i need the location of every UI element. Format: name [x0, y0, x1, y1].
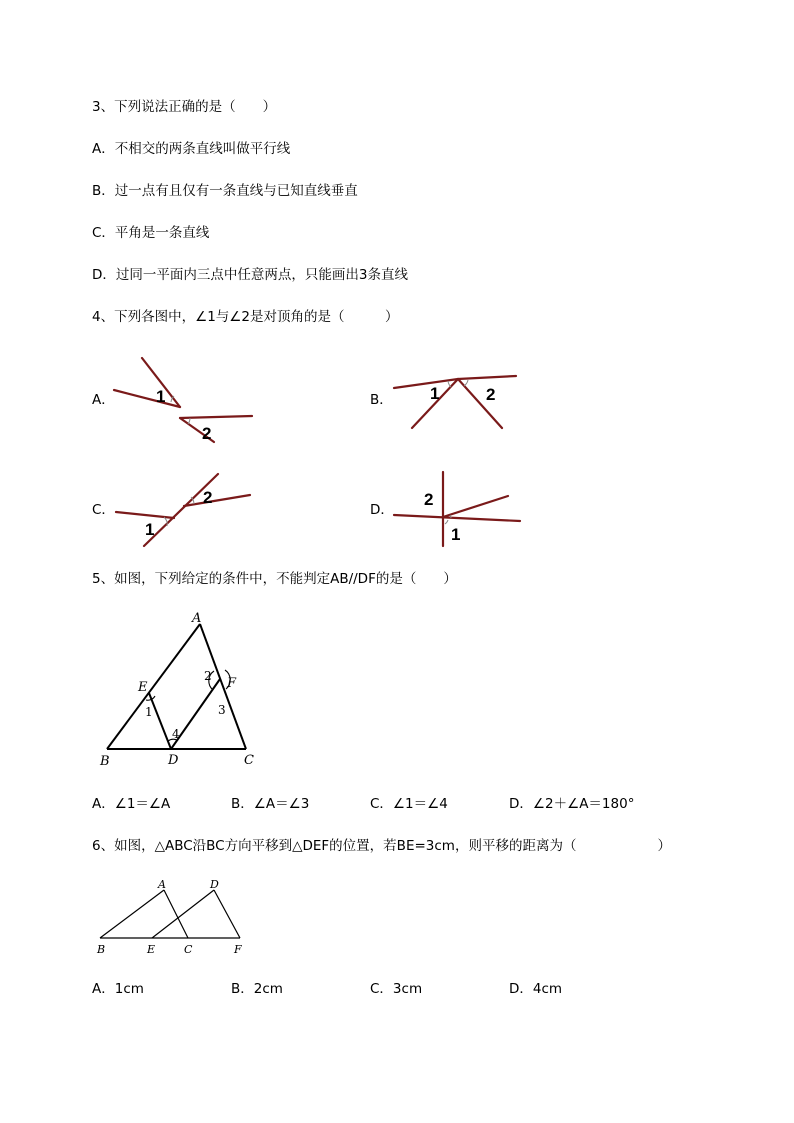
q3-option-c: C．平角是一条直线: [92, 225, 210, 241]
q3-stem: 3、下列说法正确的是（ ）: [92, 99, 277, 115]
q3-option-d: D．过同一平面内三点中任意两点，只能画出3条直线: [92, 267, 408, 283]
q4c-angle1: 1: [145, 520, 155, 539]
q5-num-3: 3: [218, 703, 226, 717]
q6-figure: [92, 874, 252, 960]
q4-option-a-label: A．: [92, 392, 115, 408]
q4c-angle2: 2: [203, 488, 213, 507]
q4-option-d-label: D．: [370, 502, 394, 518]
q4-option-b-label: B．: [370, 392, 393, 408]
q4d-angle1: 1: [451, 525, 461, 544]
q4-figure-b: [390, 370, 520, 432]
q5-label-e: E: [138, 680, 148, 695]
q6-label-d: D: [210, 878, 219, 891]
q5-label-b: B: [100, 754, 110, 769]
q5-option-d: D．∠2＋∠A＝180°: [509, 796, 635, 812]
q4-figure-a: [108, 352, 260, 448]
q5-option-b: B．∠A＝∠3: [231, 796, 310, 812]
q6-option-a: A．1cm: [92, 981, 144, 997]
q6-option-c: C．3cm: [370, 981, 423, 997]
q4-figure-d: [390, 470, 524, 550]
q6-option-d: D．4cm: [509, 981, 563, 997]
q5-label-f: F: [227, 676, 237, 691]
q6-label-e: E: [147, 943, 156, 956]
q4-stem: 4、下列各图中，∠1与∠2是对顶角的是（ ）: [92, 309, 399, 325]
q6-label-f: F: [234, 943, 242, 956]
q4-figure-c: [112, 470, 254, 548]
q4a-angle1: 1: [156, 387, 166, 406]
q5-option-c: C．∠1＝∠4: [370, 796, 448, 812]
q6-label-b: B: [97, 943, 106, 956]
q4b-angle2: 2: [486, 385, 496, 404]
q4b-angle1: 1: [430, 384, 440, 403]
q5-num-1: 1: [145, 705, 153, 719]
q5-num-4: 4: [172, 727, 180, 741]
q5-num-2: 2: [204, 669, 212, 683]
q3-option-a: A．不相交的两条直线叫做平行线: [92, 141, 291, 157]
q6-label-a: A: [158, 878, 166, 891]
q5-option-a: A．∠1＝∠A: [92, 796, 171, 812]
q5-label-d: D: [168, 753, 179, 768]
q6-option-b: B．2cm: [231, 981, 283, 997]
q4a-angle2: 2: [202, 424, 212, 443]
q4d-angle2: 2: [424, 490, 434, 509]
q4-option-c-label: C．: [92, 502, 115, 518]
q3-option-b: B．过一点有且仅有一条直线与已知直线垂直: [92, 183, 358, 199]
q5-label-a: A: [192, 611, 202, 626]
q6-label-c: C: [184, 943, 193, 956]
q5-label-c: C: [244, 753, 254, 768]
q5-figure: [96, 610, 266, 770]
q5-stem: 5、如图，下列给定的条件中，不能判定AB//DF的是（ ）: [92, 571, 457, 587]
q6-stem: 6、如图，△ABC沿BC方向平移到△DEF的位置，若BE=3cm，则平移的距离为（ ）: [92, 838, 671, 854]
